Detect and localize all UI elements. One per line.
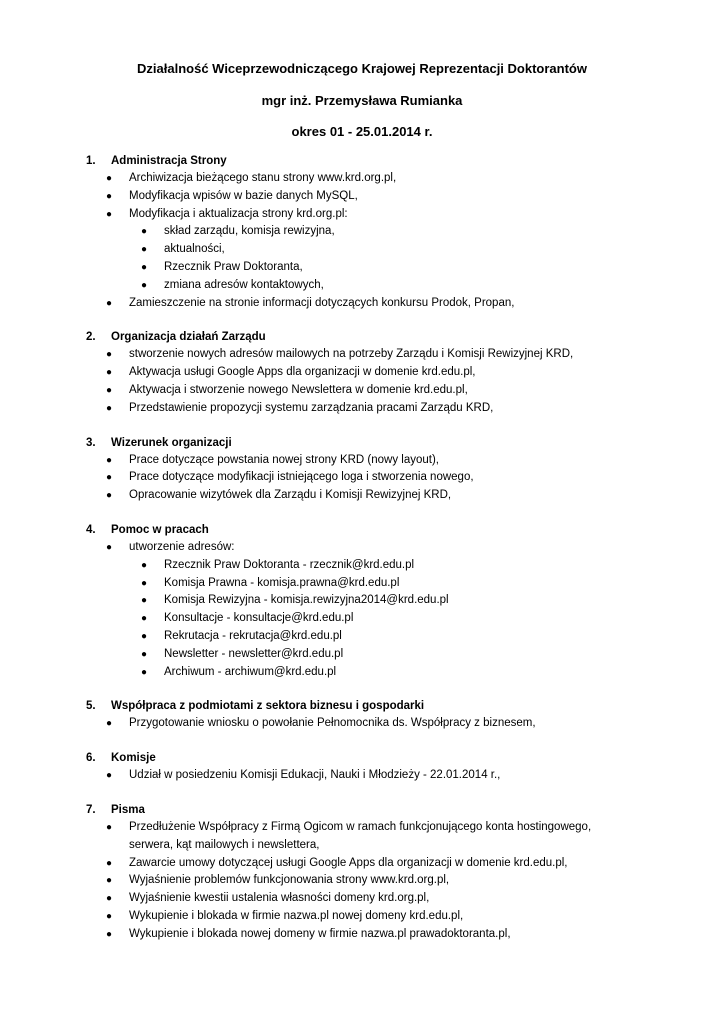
bullet-icon: ● [106, 910, 113, 922]
section-title: Administracja Strony [111, 155, 227, 167]
list-item [0, 715, 724, 733]
list-item-text: stworzenie nowych adresów mailowych na potrzeby Zarządu i Komisji Rewizyjnej KRD, [129, 348, 574, 361]
bullet-icon: ● [141, 648, 148, 660]
bullet-icon: ● [106, 454, 113, 466]
list-item [0, 767, 724, 785]
section-title: Wizerunek organizacji [111, 436, 232, 449]
list-item-text: skład zarządu, komisja rewizyjna, [164, 225, 335, 238]
list-item [0, 295, 724, 313]
list-item [0, 487, 724, 505]
list-item-text: Prace dotyczące modyfikacji istniejącego loga i stworzenia nowego, [129, 471, 474, 484]
list-item-text: Konsultacje - konsultacje@krd.edu.pl [164, 612, 354, 625]
bullet-icon: ● [141, 244, 148, 256]
section-heading [0, 521, 724, 539]
section [0, 697, 724, 733]
bullet-icon: ● [106, 472, 113, 484]
list-item [0, 646, 724, 664]
bullet-icon: ● [106, 718, 113, 730]
list-item [0, 469, 724, 487]
list-item-text: Rzecznik Praw Doktoranta - rzecznik@krd.edu.pl [164, 558, 415, 571]
list-item-text: Newsletter - newsletter@krd.edu.pl [164, 647, 344, 660]
list-item [0, 170, 724, 188]
bullet-icon: ● [106, 928, 113, 940]
list-item [0, 592, 724, 610]
list-item-text: Opracowanie wizytówek dla Zarządu i Komisji Rewizyjnej KRD, [129, 489, 452, 502]
document-title: Działalność Wiceprzewodniczącego Krajowej Reprezentacji Doktorantów [137, 61, 587, 76]
bullet-icon: ● [106, 893, 113, 905]
section [0, 801, 724, 944]
list-item [0, 206, 724, 224]
section-heading [0, 152, 724, 170]
list-item-text: Zamieszczenie na stronie informacji dotyczących konkursu Prodok, Propan, [129, 296, 515, 309]
bullet-icon: ● [106, 821, 113, 833]
section-number: 4. [86, 523, 96, 536]
section-heading [0, 697, 724, 715]
section-heading [0, 801, 724, 819]
section-number: 1. [86, 155, 96, 167]
list-item-text: Komisja Prawna - komisja.prawna@krd.edu.pl [164, 576, 400, 589]
section-title: Komisje [111, 752, 156, 765]
list-item [0, 364, 724, 382]
list-item-text: Archiwizacja bieżącego stanu strony www.krd.org.pl, [129, 172, 397, 184]
list-item-text: Aktywacja usługi Google Apps dla organizacji w domenie krd.edu.pl, [129, 366, 476, 379]
list-item-text: Wyjaśnienie problemów funkcjonowania strony www.krd.org.pl, [129, 874, 450, 887]
bullet-icon: ● [106, 490, 113, 502]
list-item [0, 539, 724, 557]
list-item [0, 872, 724, 890]
section [0, 434, 724, 505]
section-number: 2. [86, 331, 96, 344]
section-heading [0, 749, 724, 767]
list-item [0, 452, 724, 470]
list-item [0, 241, 724, 259]
bullet-icon: ● [106, 770, 113, 782]
list-item [0, 223, 724, 241]
bullet-icon: ● [106, 857, 113, 869]
bullet-icon: ● [141, 577, 148, 589]
section [0, 328, 724, 417]
list-item [0, 557, 724, 575]
bullet-icon: ● [141, 279, 148, 291]
list-item [0, 346, 724, 364]
section-title: Pisma [111, 803, 145, 816]
bullet-icon: ● [106, 541, 113, 553]
list-item-text: Modyfikacja i aktualizacja strony krd.org.pl: [129, 207, 348, 220]
bullet-icon: ● [106, 367, 113, 379]
list-item-text: Aktywacja i stworzenie nowego Newslettera w domenie krd.edu.pl, [129, 383, 468, 396]
list-item-text: Przedstawienie propozycji systemu zarządzania pracami Zarządu KRD, [129, 401, 494, 414]
list-item [0, 610, 724, 628]
list-item-text: utworzenie adresów: [129, 540, 235, 553]
list-item [0, 259, 724, 277]
section-heading [0, 328, 724, 346]
bullet-icon: ● [141, 226, 148, 238]
list-item-text: Komisja Rewizyjna - komisja.rewizyjna2014@krd.edu.pl [164, 594, 449, 607]
bullet-icon: ● [106, 875, 113, 887]
list-item-text: Wykupienie i blokada w firmie nazwa.pl nowej domeny krd.edu.pl, [129, 909, 464, 922]
list-item [0, 277, 724, 295]
bullet-icon: ● [106, 173, 113, 184]
bullet-icon: ● [106, 297, 113, 309]
section-number: 3. [86, 436, 96, 449]
list-item [0, 382, 724, 400]
list-item-text: Rekrutacja - rekrutacja@krd.edu.pl [164, 629, 342, 642]
list-item-text: Udział w posiedzeniu Komisji Edukacji, Nauki i Młodzieży - 22.01.2014 r., [129, 769, 501, 782]
list-item-text: Archiwum - archiwum@krd.edu.pl [164, 665, 337, 678]
bullet-icon: ● [141, 559, 148, 571]
list-item-text: Wykupienie i blokada nowej domeny w firmie nazwa.pl prawadoktoranta.pl, [129, 927, 511, 940]
bullet-icon: ● [106, 208, 113, 220]
bullet-icon: ● [141, 261, 148, 273]
list-item [0, 926, 724, 944]
list-item-text: Wyjaśnienie kwestii ustalenia własności domeny krd.org.pl, [129, 892, 430, 905]
list-item-text: Modyfikacja wpisów w bazie danych MySQL, [129, 189, 358, 202]
bullet-icon: ● [141, 666, 148, 678]
list-item-text: Rzecznik Praw Doktoranta, [164, 260, 303, 273]
list-item [0, 664, 724, 682]
bullet-icon: ● [106, 349, 113, 361]
list-item [0, 855, 724, 873]
bullet-icon: ● [141, 595, 148, 607]
author-name: mgr inż. Przemysława Rumianka [261, 93, 463, 108]
list-item-text: Prace dotyczące powstania nowej strony KRD (nowy layout), [129, 453, 440, 466]
list-item-text: Przygotowanie wniosku o powołanie Pełnomocnika ds. Współpracy z biznesem, [129, 717, 536, 730]
bullet-icon: ● [141, 613, 148, 625]
report-period: okres 01 - 25.01.2014 r. [291, 124, 433, 139]
list-item [0, 188, 724, 206]
list-item-text: Zawarcie umowy dotyczącej usługi Google Apps dla organizacji w domenie krd.edu.pl, [129, 856, 568, 869]
list-item [0, 628, 724, 646]
list-item-text: Przedłużenie Współpracy z Firmą Ogicom w ramach funkcjonującego konta hostingowego, serwera, kąt mailowych i newslettera, [129, 820, 592, 851]
section-title: Organizacja działań Zarządu [111, 331, 266, 344]
section [0, 749, 724, 785]
list-item [0, 575, 724, 593]
bullet-icon: ● [141, 630, 148, 642]
section [0, 521, 724, 681]
section-number: 6. [86, 752, 96, 765]
list-item [0, 819, 724, 855]
list-item [0, 908, 724, 926]
list-item-text: zmiana adresów kontaktowych, [164, 278, 324, 291]
section-title: Pomoc w pracach [111, 523, 209, 536]
section [0, 152, 724, 312]
bullet-icon: ● [106, 190, 113, 202]
section-heading [0, 434, 724, 452]
list-item-text: aktualności, [164, 243, 225, 256]
section-number: 7. [86, 803, 96, 816]
bullet-icon: ● [106, 384, 113, 396]
section-title: Współpraca z podmiotami z sektora biznesu i gospodarki [111, 700, 425, 713]
section-number: 5. [86, 700, 96, 713]
bullet-icon: ● [106, 402, 113, 414]
list-item [0, 890, 724, 908]
list-item [0, 400, 724, 418]
sections-list [0, 152, 724, 960]
